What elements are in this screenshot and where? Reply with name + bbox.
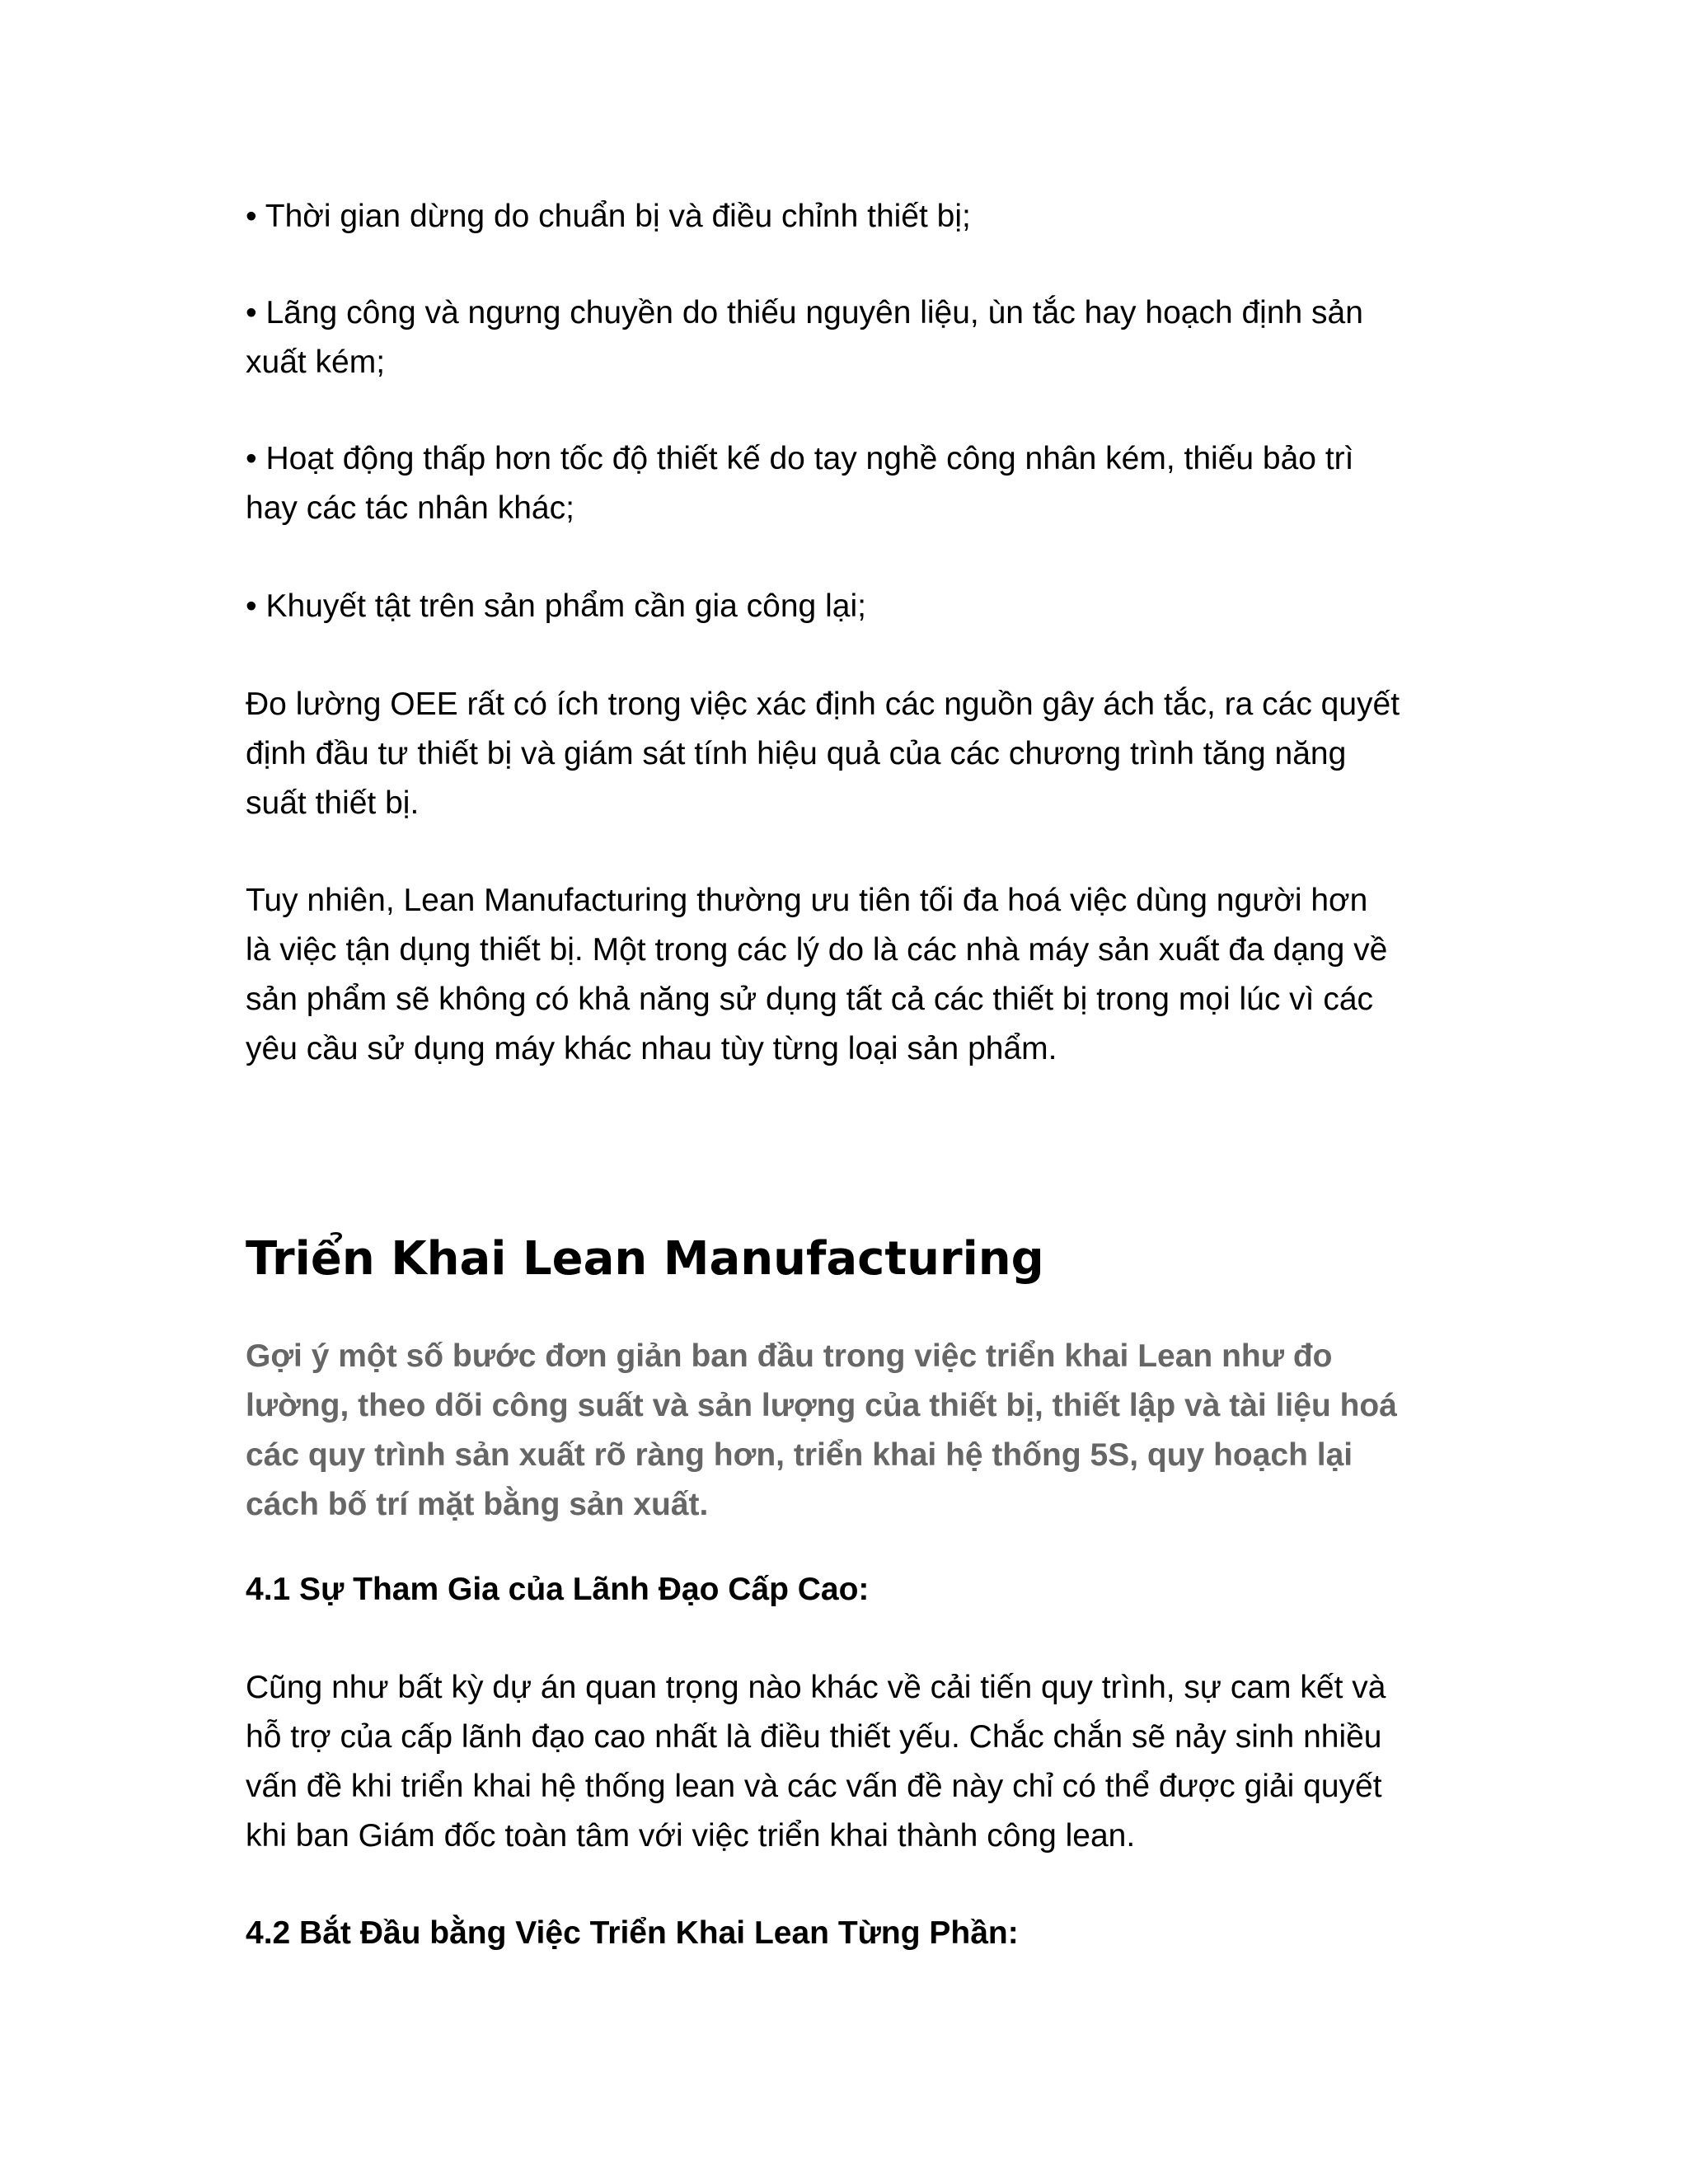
bullet-item bbox=[246, 192, 1482, 241]
bullet-item bbox=[246, 288, 1482, 387]
text-line: Gợi ý một số bước đơn giản ban đầu trong việc triển khai Lean như đo bbox=[246, 1338, 1333, 1374]
bullet-item bbox=[246, 582, 1482, 631]
text-line: hay các tác nhân khác; bbox=[246, 490, 574, 526]
text-line: 4.2 Bắt Đầu bằng Việc Triển Khai Lean Từng Phần: bbox=[246, 1915, 1019, 1951]
text-line: là việc tận dụng thiết bị. Một trong các lý do là các nhà máy sản xuất đa dạng về bbox=[246, 932, 1388, 968]
section-intro bbox=[246, 1332, 1482, 1530]
paragraph-4-1 bbox=[246, 1663, 1482, 1861]
text-line: • Thời gian dừng do chuẩn bị và điều chỉnh thiết bị; bbox=[246, 199, 971, 234]
text-line: 4.1 Sự Tham Gia của Lãnh Đạo Cấp Cao: bbox=[246, 1572, 870, 1607]
subheading-4-2 bbox=[246, 1909, 1482, 1958]
section-heading: Triển Khai Lean Manufacturing bbox=[246, 1232, 1044, 1286]
text-line: suất thiết bị. bbox=[246, 785, 420, 821]
text-line: các quy trình sản xuất rõ ràng hơn, triển khai hệ thống 5S, quy hoạch lại bbox=[246, 1437, 1353, 1473]
text-line: khi ban Giám đốc toàn tâm với việc triển khai thành công lean. bbox=[246, 1818, 1136, 1854]
subheading-4-1 bbox=[246, 1565, 1482, 1615]
bullet-item bbox=[246, 434, 1482, 533]
text-line: yêu cầu sử dụng máy khác nhau tùy từng loại sản phẩm. bbox=[246, 1031, 1057, 1066]
text-line: vấn đề khi triển khai hệ thống lean và các vấn đề này chỉ có thể được giải quyết bbox=[246, 1769, 1382, 1804]
paragraph-however bbox=[246, 876, 1482, 1074]
text-line: • Lãng công và ngưng chuyền do thiếu nguyên liệu, ùn tắc hay hoạch định sản bbox=[246, 295, 1363, 330]
text-line: Tuy nhiên, Lean Manufacturing thường ưu tiên tối đa hoá việc dùng người hơn bbox=[246, 883, 1368, 918]
text-line: • Hoạt động thấp hơn tốc độ thiết kế do tay nghề công nhân kém, thiếu bảo trì bbox=[246, 441, 1354, 476]
text-line: hỗ trợ của cấp lãnh đạo cao nhất là điều thiết yếu. Chắc chắn sẽ nảy sinh nhiều bbox=[246, 1719, 1382, 1755]
paragraph-oee bbox=[246, 680, 1482, 828]
text-line: cách bố trí mặt bằng sản xuất. bbox=[246, 1487, 709, 1522]
text-line: sản phẩm sẽ không có khả năng sử dụng tất cả các thiết bị trong mọi lúc vì các bbox=[246, 982, 1374, 1017]
text-line: lường, theo dõi công suất và sản lượng của thiết bị, thiết lập và tài liệu hoá bbox=[246, 1388, 1397, 1423]
text-line: Cũng như bất kỳ dự án quan trọng nào khác về cải tiến quy trình, sự cam kết và bbox=[246, 1670, 1386, 1705]
text-line: định đầu tư thiết bị và giám sát tính hiệu quả của các chương trình tăng năng bbox=[246, 736, 1347, 771]
text-line: • Khuyết tật trên sản phẩm cần gia công lại; bbox=[246, 588, 866, 624]
text-line: Đo lường OEE rất có ích trong việc xác định các nguồn gây ách tắc, ra các quyết bbox=[246, 687, 1400, 722]
text-line: xuất kém; bbox=[246, 344, 386, 380]
